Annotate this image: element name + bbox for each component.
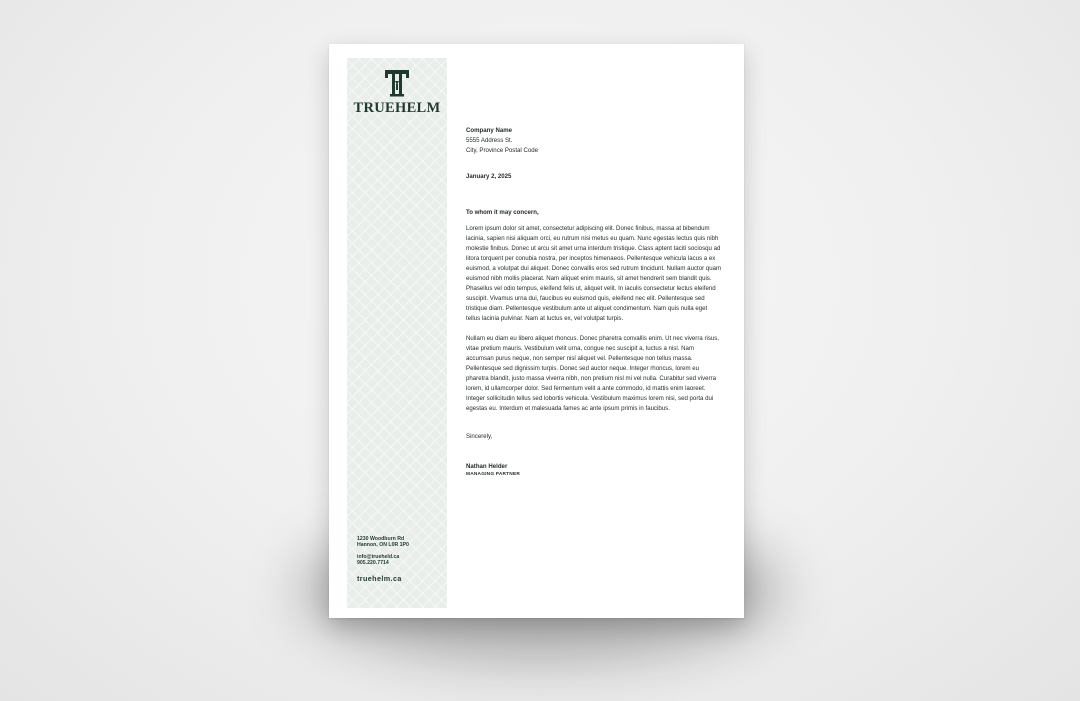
helm-t-icon: [382, 68, 412, 98]
letter-paragraph-2: Nullam eu diam eu libero aliquet rhoncus. Donec pharetra convallis enim. Ut nec viverra risus, vitae pretium mauris. Vestibulum velit urna, congue nec suscipit a, luctus a nisl. Nam accumsan purus neque, non semper nisl aliquet vel. Pellentesque non tellus massa. Pellentesque sed dignissim turpis. Donec sed auctor neque. Integer rhoncus, lorem eu pharetra blandit, justo massa viverra nibh, non pretium nisl mi vel nulla. Curabitur sed viverra lorem, id ullamcorper dolor. Sed fermentum velit a ante commodo, id mattis enim laoreet. Integer sollicitudin tellus sed lobortis vehicula. Vestibulum maximus lorem nisi, sed porta dui egestas eu. Interdum et malesuada fames ac ante ipsum primis in faucibus.: [466, 335, 720, 412]
letter-closing: Sincerely,: [466, 433, 493, 440]
recipient-name: Company Name: [466, 127, 513, 134]
letter-body: [466, 126, 722, 478]
address-line-2: Hannon, ON L0R 1P0: [357, 542, 409, 549]
letterhead-sidebar: [347, 58, 447, 608]
contact-block: [357, 554, 409, 567]
address-block: [357, 536, 409, 549]
contact-info: [357, 536, 409, 582]
letter-date: January 2, 2025: [466, 173, 512, 180]
signer-title: MANAGING PARTNER: [466, 472, 521, 477]
brand-name: TRUEHELM: [353, 100, 441, 116]
website-text: truehelm.ca: [357, 573, 402, 583]
letter-paragraph-1: Lorem ipsum dolor sit amet, consectetur adipiscing elit. Donec finibus, massa at bibendum lacinia, sapien nisi aliquam orci, eu rutrum nisi metus eu quam. Nunc egestas lectus quis nibh molestie finibus. Donec ut arcu sit amet urna interdum tristique. Class aptent taciti sociosqu ad litora torquent per conubia nostra, per inceptos himenaeos. Pellentesque vehicula lacus a ex euismod, a volutpat dui aliquet. Donec convallis eros sed rutrum tincidunt. Nullam auctor quam euismod nibh mollis placerat. Nam aliquet enim mauris, sit amet hendrerit sem blandit quis. Phasellus vel odio tempus, eleifend felis ut, aliquet velit. In iaculis consectetur lectus eleifend suscipit. Vivamus urna dui, faucibus eu euismod quis, eleifend nec elit. Pellentesque sed tristique diam. Pellentesque vestibulum ante ut aliquet condimentum. Nam quis nulla eget tellus lacinia pulvinar. Nam at luctus ex, vel volutpat turpis.: [466, 225, 722, 322]
recipient-address-line-2: City, Province Postal Code: [466, 147, 539, 154]
email-text: info@trueheld.ca: [357, 553, 400, 560]
signer-name: Nathan Helder: [466, 463, 508, 470]
phone-text: 905.220.7714: [357, 560, 389, 567]
recipient-address-line-1: 5555 Address St.: [466, 137, 513, 144]
letterhead-page: [329, 44, 744, 618]
address-line-1: 1230 Woodburn Rd: [357, 535, 405, 542]
letter-greeting: To whom it may concern,: [466, 209, 539, 216]
recipient-address: [466, 126, 722, 156]
truehelm-logo: [347, 68, 447, 117]
